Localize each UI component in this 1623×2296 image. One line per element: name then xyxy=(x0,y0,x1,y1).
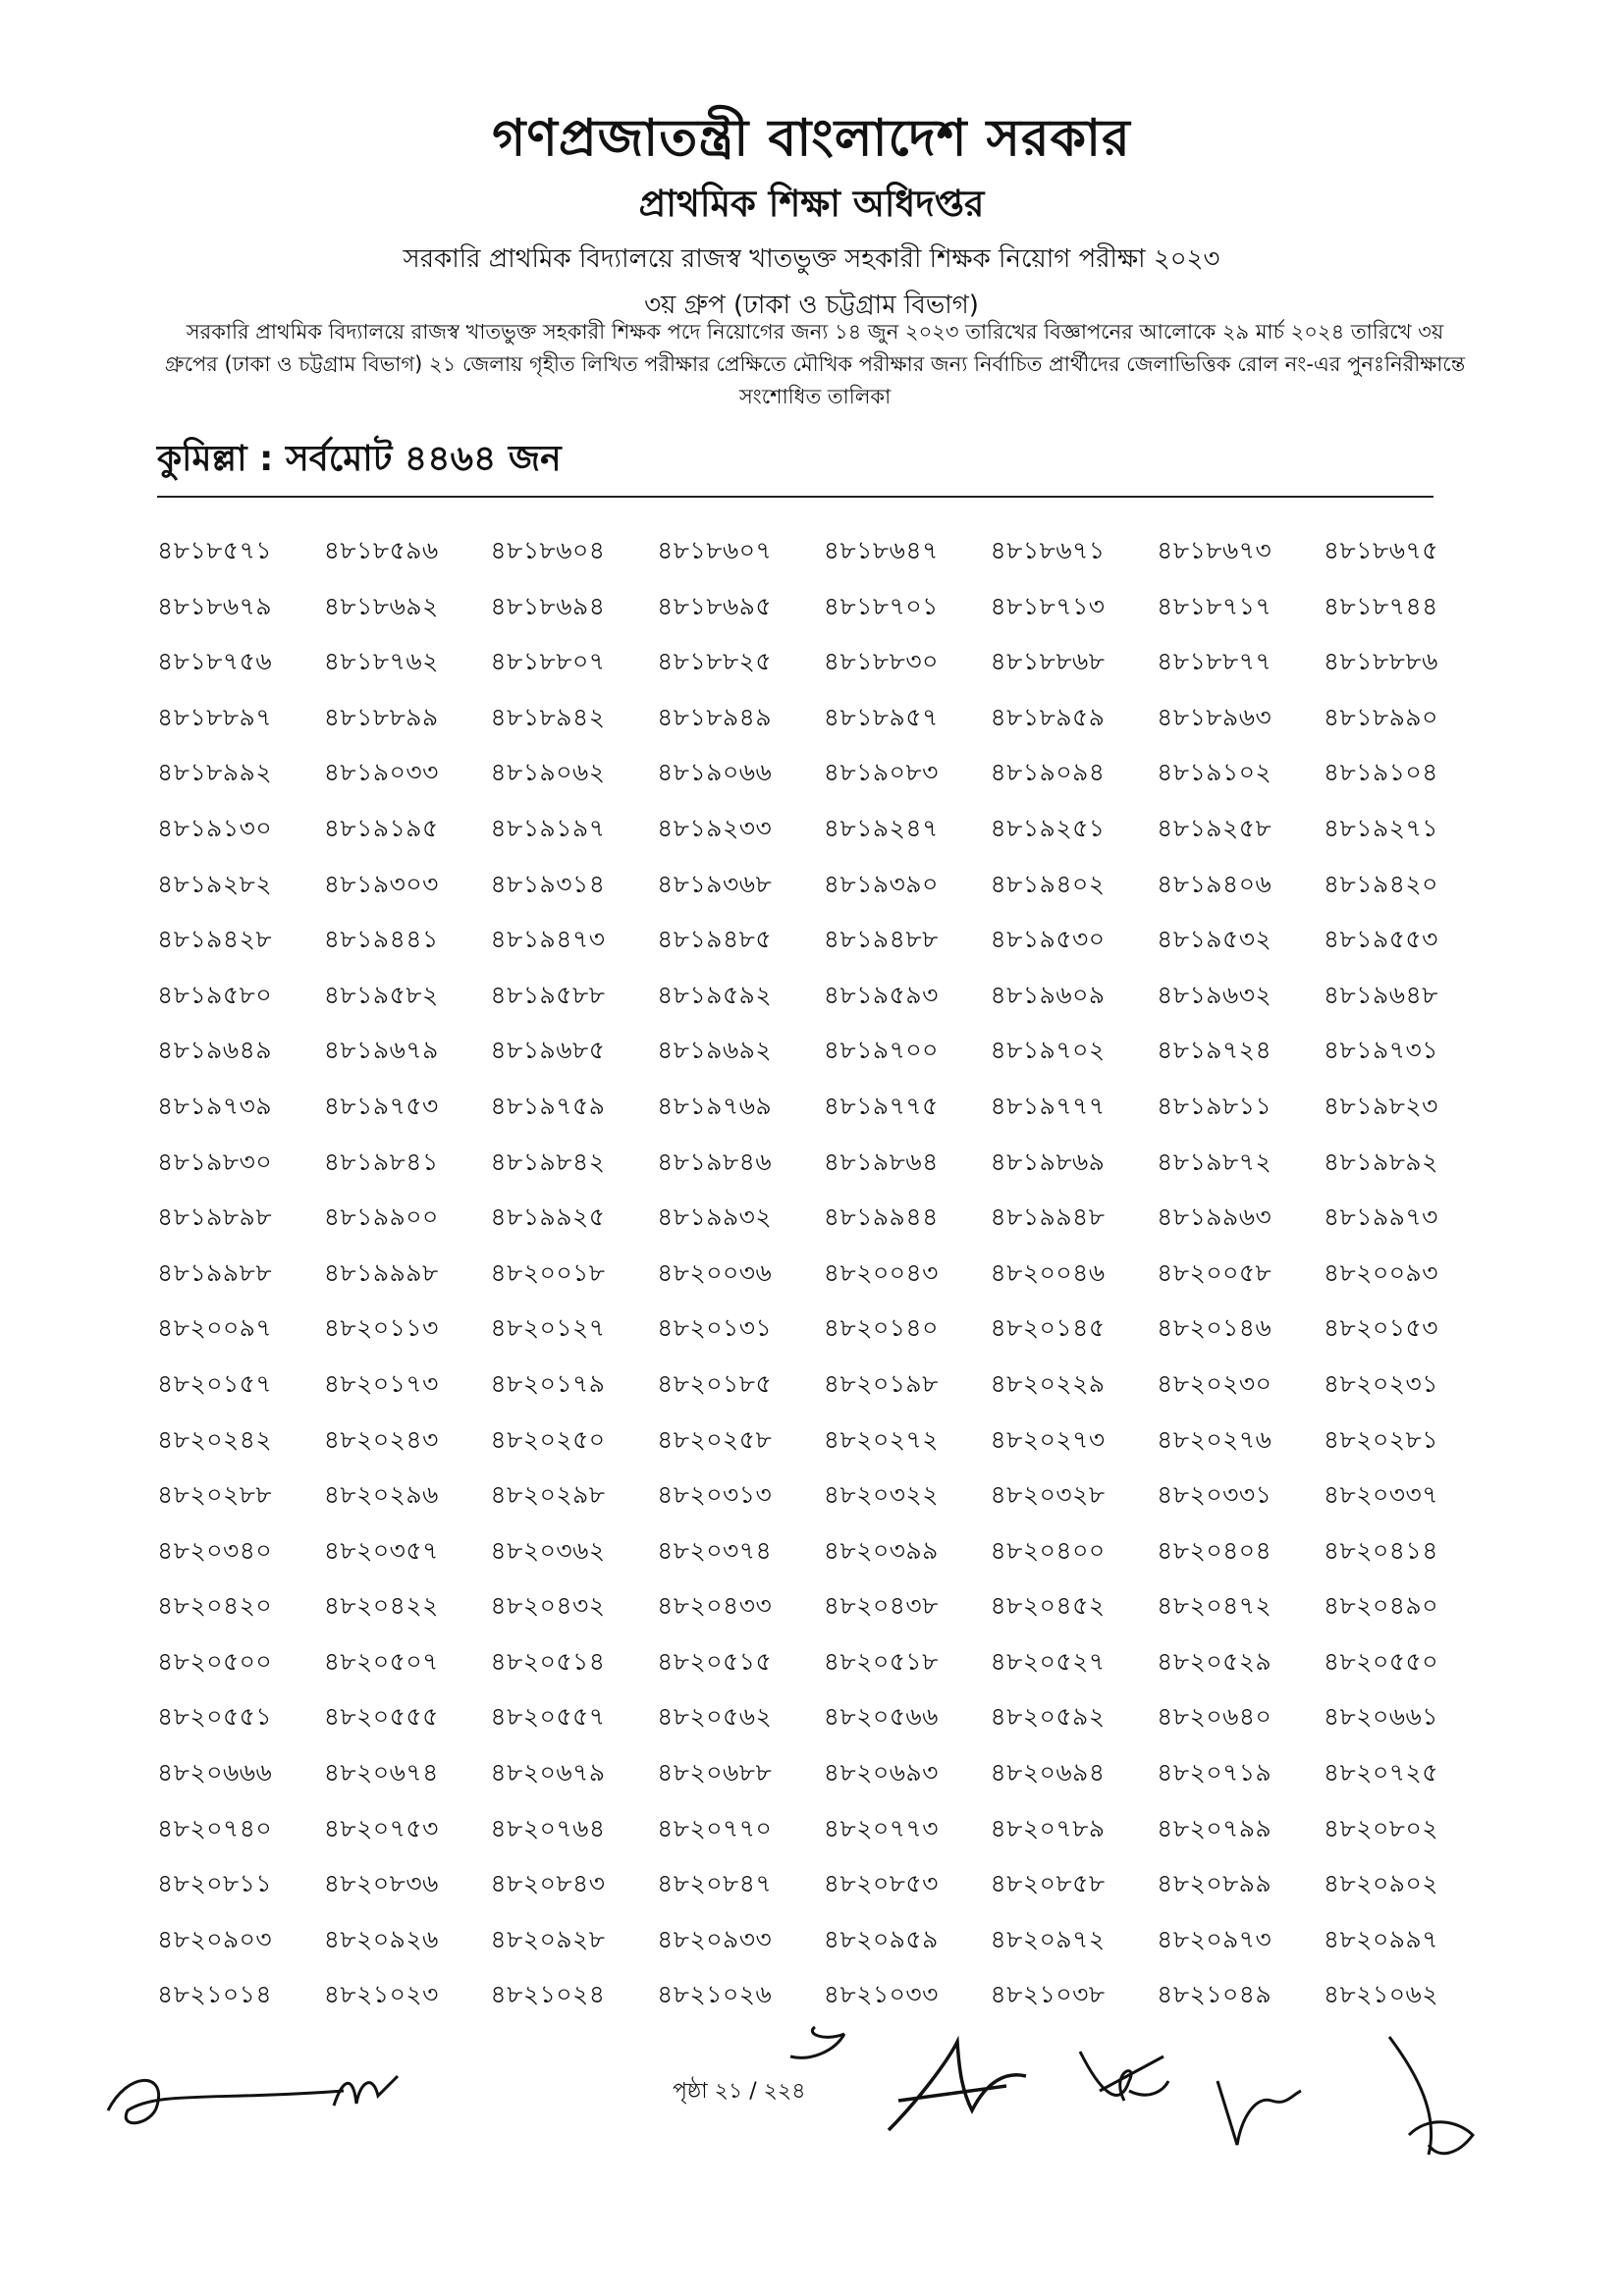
roll-number: ৪৮২০৩৩১ xyxy=(1157,1480,1272,1510)
roll-number: ৪৮১৯৮৯৮ xyxy=(157,1202,273,1232)
roll-number: ৪৮২০০৪৩ xyxy=(823,1257,939,1287)
roll-number: ৪৮২০৭৯৯ xyxy=(1157,1813,1272,1842)
roll-number: ৪৮২০২৩০ xyxy=(1157,1368,1272,1398)
government-title: গণপ্রজাতন্ত্রী বাংলাদেশ সরকার xyxy=(492,109,1131,168)
roll-number: ৪৮১৮৮০৭ xyxy=(490,647,606,676)
roll-number: ৪৮২০২৯৮ xyxy=(490,1480,606,1510)
roll-number: ৪৮২০৩২২ xyxy=(823,1480,939,1510)
roll-number: ৪৮২০৯৭৩ xyxy=(1157,1924,1272,1953)
roll-number: ৪৮১৯৫৮০ xyxy=(157,980,273,1009)
roll-number: ৪৮২০২৩১ xyxy=(1323,1368,1438,1398)
roll-number: ৪৮১৯২৩৩ xyxy=(657,813,773,842)
roll-number: ৪৮২০২৪৩ xyxy=(323,1424,439,1454)
roll-number: ৪৮২০১৭৯ xyxy=(490,1368,606,1398)
roll-number: ৪৮১৯০৯৪ xyxy=(990,758,1106,787)
roll-number: ৪৮২১০৩৮ xyxy=(990,1980,1106,2009)
roll-number: ৪৮১৯৪০২ xyxy=(990,869,1106,898)
roll-number: ৪৮১৯৫৩০ xyxy=(990,925,1106,954)
roll-number: ৪৮২০২২৯ xyxy=(990,1368,1106,1398)
roll-number: ৪৮২০৮৫৮ xyxy=(990,1869,1106,1898)
roll-number: ৪৮২০১৪৫ xyxy=(990,1313,1106,1343)
roll-number: ৪৮২০০৩৬ xyxy=(657,1257,773,1287)
district-heading: কুমিল্লা : সর্বমোট ৪৪৬৪ জন xyxy=(157,439,562,479)
roll-number: ৪৮১৯৮৪৬ xyxy=(657,1147,773,1176)
roll-number: ৪৮১৯৮৬৪ xyxy=(823,1147,939,1176)
roll-number: ৪৮১৮৫৭১ xyxy=(157,536,273,564)
roll-number: ৪৮২০১৫৭ xyxy=(157,1368,273,1398)
roll-number: ৪৮২০৯৫৯ xyxy=(823,1924,939,1953)
roll-number: ৪৮১৮৯৯২ xyxy=(157,758,273,787)
roll-number: ৪৮২০৪৯০ xyxy=(1323,1591,1438,1621)
roll-number: ৪৮২১০৩৩ xyxy=(823,1980,939,2009)
roll-number: ৪৮২০১৪৬ xyxy=(1157,1313,1272,1343)
roll-number: ৪৮১৯২৫৮ xyxy=(1157,813,1272,842)
roll-number: ৪৮২০৯২৬ xyxy=(323,1924,439,1953)
roll-number: ৪৮১৯৫৩২ xyxy=(1157,925,1272,954)
roll-number: ৪৮১৯৭৫৯ xyxy=(490,1091,606,1120)
roll-number: ৪৮১৯৯২৫ xyxy=(490,1202,606,1232)
roll-number: ৪৮১৮৭১৩ xyxy=(990,591,1106,620)
roll-number: ৪৮২০৬৭৯ xyxy=(490,1758,606,1788)
roll-number: ৪৮১৮৬৪৭ xyxy=(823,536,939,564)
roll-number: ৪৮১৯৯৬৩ xyxy=(1157,1202,1272,1232)
roll-number: ৪৮২০৭১৯ xyxy=(1157,1758,1272,1788)
roll-number: ৪৮২০৮৯৯ xyxy=(1157,1869,1272,1898)
roll-number: ৪৮১৯৫৮২ xyxy=(323,980,439,1009)
roll-number: ৪৮১৯৭০২ xyxy=(990,1036,1106,1065)
roll-number: ৪৮২০০৫৮ xyxy=(1157,1257,1272,1287)
roll-number: ৪৮১৯৪২৮ xyxy=(157,925,273,954)
roll-number: ৪৮২০২৮৮ xyxy=(157,1480,273,1510)
exam-title: সরকারি প্রাথমিক বিদ্যালয়ে রাজস্ব খাতভুক্ত সহকারী শিক্ষক নিয়োগ পরীক্ষা ২০২৩ xyxy=(403,244,1220,274)
roll-number: ৪৮২০৪০০ xyxy=(990,1535,1106,1565)
roll-number: ৪৮১৯৬৪৮ xyxy=(1323,980,1438,1009)
roll-number: ৪৮১৯৬০৯ xyxy=(990,980,1106,1009)
roll-number: ৪৮১৯২৭১ xyxy=(1323,813,1438,842)
roll-number: ৪৮২০২৮১ xyxy=(1323,1424,1438,1454)
roll-number: ৪৮১৯৮১১ xyxy=(1157,1091,1272,1120)
roll-number: ৪৮২০২৫০ xyxy=(490,1424,606,1454)
roll-number: ৪৮১৯৪৮৮ xyxy=(823,925,939,954)
roll-number: ৪৮২০৫৬২ xyxy=(657,1702,773,1732)
roll-number: ৪৮২০৫২৭ xyxy=(990,1646,1106,1676)
roll-number: ৪৮১৯০৬২ xyxy=(490,758,606,787)
roll-number: ৪৮১৯৯৮৮ xyxy=(157,1257,273,1287)
roll-number: ৪৮২০৭২৫ xyxy=(1323,1758,1438,1788)
roll-number: ৪৮২০৮৪৩ xyxy=(490,1869,606,1898)
roll-number: ৪৮১৮৬৯৫ xyxy=(657,591,773,620)
roll-number: ৪৮২০৫১৮ xyxy=(823,1646,939,1676)
roll-number: ৪৮১৯৮২৩ xyxy=(1323,1091,1438,1120)
roll-number: ৪৮২০২৭৬ xyxy=(1157,1424,1272,1454)
roll-number: ৪৮২০৭৫৩ xyxy=(323,1813,439,1842)
roll-number: ৪৮২০৮৪৭ xyxy=(657,1869,773,1898)
roll-number: ৪৮১৯৮৪২ xyxy=(490,1147,606,1176)
roll-number: ৪৮১৯৩৬৮ xyxy=(657,869,773,898)
roll-number: ৪৮১৮৬৭৫ xyxy=(1323,536,1438,564)
roll-number: ৪৮২০৫৫০ xyxy=(1323,1646,1438,1676)
roll-number: ৪৮১৯৯৪৮ xyxy=(990,1202,1106,1232)
roll-number: ৪৮২০০৪৬ xyxy=(990,1257,1106,1287)
roll-number: ৪৮১৯১৯৫ xyxy=(323,813,439,842)
roll-number: ৪৮২০১৪০ xyxy=(823,1313,939,1343)
roll-number: ৪৮১৯৫৫৩ xyxy=(1323,925,1438,954)
roll-number: ৪৮১৮৭৪৪ xyxy=(1323,591,1438,620)
roll-number: ৪৮১৯৬৩২ xyxy=(1157,980,1272,1009)
roll-number: ৪৮১৯৭০০ xyxy=(823,1036,939,1065)
signature-4 xyxy=(879,2032,1036,2140)
roll-number: ৪৮২০৭৮৯ xyxy=(990,1813,1106,1842)
roll-number: ৪৮২০৩৭৪ xyxy=(657,1535,773,1565)
roll-number: ৪৮১৯৪২০ xyxy=(1323,869,1438,898)
roll-number: ৪৮১৯৯৭৩ xyxy=(1323,1202,1438,1232)
signature-6 xyxy=(1203,2066,1311,2155)
roll-number: ৪৮২০৮৩৬ xyxy=(323,1869,439,1898)
heading-divider xyxy=(157,496,1434,498)
roll-number: ৪৮২০৫৫১ xyxy=(157,1702,273,1732)
roll-number: ৪৮২০১৩১ xyxy=(657,1313,773,1343)
roll-number: ৪৮১৯৪০৬ xyxy=(1157,869,1272,898)
roll-number: ৪৮২১০৪৯ xyxy=(1157,1980,1272,2009)
roll-number: ৪৮১৯৫৯২ xyxy=(657,980,773,1009)
roll-number: ৪৮১৯১০২ xyxy=(1157,758,1272,787)
roll-number: ৪৮২০১৯৮ xyxy=(823,1368,939,1398)
roll-number: ৪৮২০৮১১ xyxy=(157,1869,273,1898)
roll-number: ৪৮১৮৮৬৮ xyxy=(990,647,1106,676)
roll-number: ৪৮২০৪৩৩ xyxy=(657,1591,773,1621)
roll-number: ৪৮২০২৫৮ xyxy=(657,1424,773,1454)
roll-number: ৪৮১৯৩৯০ xyxy=(823,869,939,898)
roll-number: ৪৮১৯৮৭২ xyxy=(1157,1147,1272,1176)
roll-number: ৪৮১৯৯৯৮ xyxy=(323,1257,439,1287)
roll-number: ৪৮২০৫০০ xyxy=(157,1646,273,1676)
roll-number: ৪৮১৯৭২৪ xyxy=(1157,1036,1272,1065)
roll-number: ৪৮২০২৯৬ xyxy=(323,1480,439,1510)
roll-number: ৪৮১৮৬৯৪ xyxy=(490,591,606,620)
roll-number: ৪৮১৯৬৯২ xyxy=(657,1036,773,1065)
roll-number: ৪৮১৮৫৯৬ xyxy=(323,536,439,564)
roll-number: ৪৮১৯৫৮৮ xyxy=(490,980,606,1009)
page-number: পৃষ্ঠা ২১ / ২২৪ xyxy=(673,2079,806,2104)
signature-2 xyxy=(329,2066,407,2115)
roll-number: ৪৮১৮৭০১ xyxy=(823,591,939,620)
roll-number: ৪৮১৯৮৯২ xyxy=(1323,1147,1438,1176)
roll-number: ৪৮২০৫০৭ xyxy=(323,1646,439,1676)
roll-number: ৪৮২০৬৬১ xyxy=(1323,1702,1438,1732)
roll-number: ৪৮১৮৯৯০ xyxy=(1323,702,1438,731)
roll-number: ৪৮১৮৮৯৭ xyxy=(157,702,273,731)
roll-number: ৪৮২০৫৯২ xyxy=(990,1702,1106,1732)
signature-1 xyxy=(98,2052,353,2140)
roll-number: ৪৮২০৭৭৩ xyxy=(823,1813,939,1842)
roll-number: ৪৮২০৪৩২ xyxy=(490,1591,606,1621)
roll-number: ৪৮২০৯৭২ xyxy=(990,1924,1106,1953)
roll-number: ৪৮১৮৮২৫ xyxy=(657,647,773,676)
roll-number: ৪৮২১০১৪ xyxy=(157,1980,273,2009)
roll-number: ৪৮২০১২৭ xyxy=(490,1313,606,1343)
roll-number: ৪৮২০৫২৯ xyxy=(1157,1646,1272,1676)
roll-number: ৪৮১৮৮৩০ xyxy=(823,647,939,676)
roll-number: ৪৮২১০২৪ xyxy=(490,1980,606,2009)
roll-number: ৪৮২০৩৬২ xyxy=(490,1535,606,1565)
roll-number: ৪৮২১০৬২ xyxy=(1323,1980,1438,2009)
roll-number: ৪৮২০১১৩ xyxy=(323,1313,439,1343)
roll-number: ৪৮২০৯৯৭ xyxy=(1323,1924,1438,1953)
roll-number: ৪৮২০৫৬৬ xyxy=(823,1702,939,1732)
roll-number: ৪৮১৯৬৮৫ xyxy=(490,1036,606,1065)
roll-number: ৪৮১৮৯৬৩ xyxy=(1157,702,1272,731)
roll-number: ৪৮২০৬৬৬ xyxy=(157,1758,273,1788)
roll-number: ৪৮২০২৭২ xyxy=(823,1424,939,1454)
roll-number: ৪৮২০২৭৩ xyxy=(990,1424,1106,1454)
roll-number: ৪৮১৯১০৪ xyxy=(1323,758,1438,787)
roll-number: ৪৮২০৫১৪ xyxy=(490,1646,606,1676)
roll-number: ৪৮১৯২৪৭ xyxy=(823,813,939,842)
roll-number: ৪৮১৮৬৯২ xyxy=(323,591,439,620)
roll-number: ৪৮২০৩৫৭ xyxy=(323,1535,439,1565)
roll-number: ৪৮১৯০৬৬ xyxy=(657,758,773,787)
roll-number: ৪৮১৯৭৫৩ xyxy=(323,1091,439,1120)
signature-7 xyxy=(1380,2027,1488,2164)
roll-number: ৪৮২০৩২৮ xyxy=(990,1480,1106,1510)
roll-number: ৪৮১৮৯৪৯ xyxy=(657,702,773,731)
roll-number: ৪৮১৯০৩৩ xyxy=(323,758,439,787)
roll-number: ৪৮২০১৭৩ xyxy=(323,1368,439,1398)
roll-number: ৪৮১৯১৯৭ xyxy=(490,813,606,842)
roll-number: ৪৮২০৩৩৭ xyxy=(1323,1480,1439,1510)
roll-number: ৪৮২০৯৩৩ xyxy=(657,1924,773,1953)
roll-number: ৪৮১৮৬৭৩ xyxy=(1157,536,1272,564)
roll-number: ৪৮১৮৬০৭ xyxy=(657,536,773,564)
roll-number: ৪৮২০৯০৩ xyxy=(157,1924,273,1953)
roll-number: ৪৮১৯৭৬৯ xyxy=(657,1091,773,1120)
roll-number: ৪৮১৮৭৬২ xyxy=(323,647,439,676)
roll-number: ৪৮১৮৬৭১ xyxy=(990,536,1106,564)
roll-number: ৪৮২০৭৭০ xyxy=(657,1813,773,1842)
roll-number: ৪৮১৯৪৪১ xyxy=(323,925,439,954)
roll-number: ৪৮১৯৪৭৩ xyxy=(490,925,606,954)
roll-number: ৪৮১৮৯৫৯ xyxy=(990,702,1106,731)
roll-number: ৪৮২০৫৫৫ xyxy=(323,1702,439,1732)
roll-number: ৪৮২০৬৯৪ xyxy=(990,1758,1106,1788)
roll-number: ৪৮১৮৮৯৯ xyxy=(323,702,439,731)
roll-number: ৪৮১৯৩০৩ xyxy=(323,869,439,898)
roll-number: ৪৮১৯২৫১ xyxy=(990,813,1106,842)
roll-number: ৪৮২০৬৮৮ xyxy=(657,1758,773,1788)
roll-number: ৪৮২০৬৭৪ xyxy=(323,1758,439,1788)
roll-number: ৪৮১৮৯৪২ xyxy=(490,702,606,731)
roll-number: ৪৮২০৮০২ xyxy=(1323,1813,1438,1842)
signature-3 xyxy=(785,2022,864,2071)
group-title: ৩য় গ্রুপ (ঢাকা ও চট্টগ্রাম বিভাগ) xyxy=(644,291,979,320)
roll-number: ৪৮১৯৭৩৯ xyxy=(157,1091,273,1120)
roll-number: ৪৮২০১৮৫ xyxy=(657,1368,773,1398)
roll-number: ৪৮২০২৪২ xyxy=(157,1424,273,1454)
roll-number: ৪৮১৯৬৪৯ xyxy=(157,1036,273,1065)
roll-number: ৪৮১৯১৩০ xyxy=(157,813,273,842)
roll-number: ৪৮২০৮৫৩ xyxy=(823,1869,939,1898)
roll-number: ৪৮১৯৬৭৯ xyxy=(323,1036,439,1065)
roll-number: ৪৮১৮৬৭৯ xyxy=(157,591,273,620)
roll-number: ৪৮১৯৯০০ xyxy=(323,1202,439,1232)
roll-number: ৪৮১৮৯৫৭ xyxy=(823,702,939,731)
roll-number: ৪৮১৯৯৩২ xyxy=(657,1202,773,1232)
roll-number: ৪৮২০৩৪০ xyxy=(157,1535,273,1565)
roll-number: ৪৮১৯৭৭৫ xyxy=(823,1091,939,1120)
department-title: প্রাথমিক শিক্ষা অধিদপ্তর xyxy=(638,183,985,225)
roll-number: ৪৮১৯৭৩১ xyxy=(1323,1036,1438,1065)
roll-number: ৪৮১৯৮৪১ xyxy=(323,1147,439,1176)
roll-number: ৪৮১৯৮৬৯ xyxy=(990,1147,1106,1176)
roll-number: ৪৮১৯৭৭৭ xyxy=(990,1091,1106,1120)
roll-number: ৪৮২০০১৮ xyxy=(490,1257,606,1287)
roll-number: ৪৮২০৩৯৯ xyxy=(823,1535,939,1565)
roll-number: ৪৮২০৫১৫ xyxy=(657,1646,773,1676)
roll-number: ৪৮১৯৯৪৪ xyxy=(823,1202,939,1232)
roll-number: ৪৮২০৬৯৩ xyxy=(823,1758,939,1788)
roll-number: ৪৮২০৬৪০ xyxy=(1157,1702,1272,1732)
roll-number: ৪৮১৯২৮২ xyxy=(157,869,273,898)
roll-number: ৪৮২০১৫৩ xyxy=(1323,1313,1438,1343)
roll-number: ৪৮১৮৬০৪ xyxy=(490,536,606,564)
roll-number: ৪৮১৮৭১৭ xyxy=(1157,591,1272,620)
roll-number: ৪৮২০৪৭২ xyxy=(1157,1591,1272,1621)
roll-number: ৪৮২০৪২০ xyxy=(157,1591,273,1621)
roll-number: ৪৮২০৪৫২ xyxy=(990,1591,1106,1621)
roll-number: ৪৮২০০৯৭ xyxy=(157,1313,273,1343)
roll-number: ৪৮১৮৮৭৭ xyxy=(1157,647,1272,676)
roll-number: ৪৮২০৪৩৮ xyxy=(823,1591,939,1621)
roll-number: ৪৮১৯০৮৩ xyxy=(823,758,939,787)
list-description: সরকারি প্রাথমিক বিদ্যালয়ে রাজস্ব খাতভুক্ত সহকারী শিক্ষক পদে নিয়োগের জন্য ১৪ জুন ২০২৩ তারিখের বিজ্ঞাপনের আলোকে ২৯ মার্চ ২০২৪ তারিখে ৩য় গ্রুপের (ঢাকা ও চট্টগ্রাম বিভাগ) ২১ জেলায় গৃহীত লিখিত পরীক্ষার প্রেক্ষিতে মৌখিক পরীক্ষার জন্য নির্বাচিত প্রার্থীদের জেলাভিত্তিক রোল নং-এর পুনঃনিরীক্ষান্তে সংশোধিত তালিকা xyxy=(164,320,1466,408)
roll-number: ৪৮২০৪১৪ xyxy=(1323,1535,1438,1565)
roll-number: ৪৮২০৯২৮ xyxy=(490,1924,606,1953)
signature-5 xyxy=(1070,2032,1178,2120)
roll-number: ৪৮২১০২৬ xyxy=(657,1980,773,2009)
roll-number: ৪৮২০৭৬৪ xyxy=(490,1813,606,1842)
roll-number: ৪৮১৯৮৩০ xyxy=(157,1147,273,1176)
roll-number-grid xyxy=(157,531,1439,2031)
roll-number: ৪৮২০৯০২ xyxy=(1323,1869,1438,1898)
roll-number: ৪৮২০৩১৩ xyxy=(657,1480,773,1510)
roll-number: ৪৮১৯৩১৪ xyxy=(490,869,606,898)
roll-number: ৪৮২০৫৫৭ xyxy=(490,1702,606,1732)
roll-number: ৪৮১৮৭৫৬ xyxy=(157,647,273,676)
roll-number: ৪৮১৯৫৯৩ xyxy=(823,980,939,1009)
roll-number: ৪৮২০৭৪০ xyxy=(157,1813,273,1842)
roll-number: ৪৮২০৪২২ xyxy=(323,1591,439,1621)
roll-number: ৪৮১৯৪৮৫ xyxy=(657,925,773,954)
roll-number: ৪৮২০৪০৪ xyxy=(1157,1535,1272,1565)
roll-number: ৪৮১৮৮৮৬ xyxy=(1323,647,1438,676)
roll-number: ৪৮২০০৯৩ xyxy=(1323,1257,1438,1287)
roll-number: ৪৮২১০২৩ xyxy=(323,1980,439,2009)
